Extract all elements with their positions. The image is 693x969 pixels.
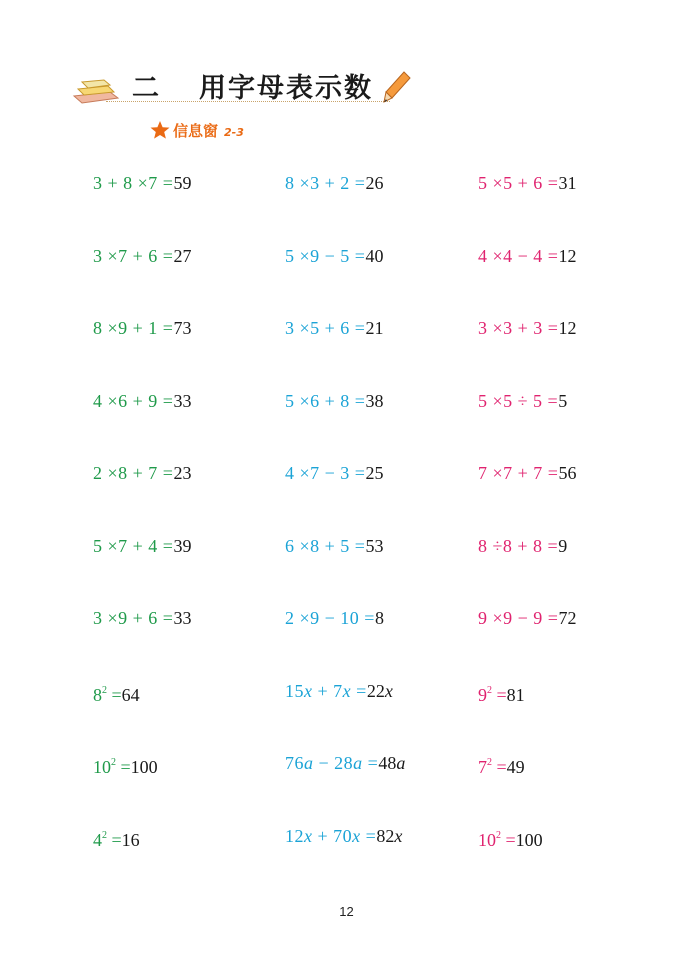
- equation-answer: 26: [365, 173, 384, 193]
- equation-answer: 100: [130, 757, 158, 777]
- equation: [478, 173, 576, 193]
- equation-expression: 2 ×9 − 10 =: [285, 608, 375, 628]
- power-exponent: 2: [102, 684, 107, 696]
- equation: [93, 753, 158, 777]
- power-exponent: 2: [487, 757, 492, 768]
- equation-answer: 16: [121, 829, 140, 850]
- equation-expression: 8 ×3 + 2 =: [285, 173, 366, 193]
- power-exponent: 2: [102, 829, 107, 841]
- equation-answer: 82x: [376, 825, 403, 846]
- equation: [93, 463, 191, 483]
- equation: [93, 173, 191, 193]
- equation: [478, 391, 567, 411]
- section-label-text: 信息窗: [173, 122, 219, 140]
- equation-answer: 100: [515, 829, 543, 850]
- equation: [285, 318, 383, 338]
- equation-answer: 48a: [378, 753, 406, 773]
- equation-expression: 3 ×7 + 6 =: [93, 245, 174, 266]
- power-base: 7: [478, 757, 487, 777]
- equation-answer: 31: [558, 173, 577, 193]
- equation: [285, 608, 384, 628]
- chapter-title-text: 用字母表示数: [199, 73, 373, 104]
- power-base: 10: [478, 829, 496, 850]
- equation: [478, 536, 567, 556]
- equation: [285, 753, 405, 773]
- equation-answer: 5: [558, 390, 568, 411]
- equation-answer: 81: [506, 684, 525, 705]
- equation-answer: 38: [365, 390, 384, 411]
- equation: [93, 826, 140, 850]
- equation-expression: 5 ×9 − 5 =: [285, 245, 366, 266]
- equation-expression: 2 ×8 + 7 =: [93, 463, 174, 483]
- equation-expression: 3 ×9 + 6 =: [93, 608, 174, 628]
- equation-expression: 5 ×6 + 8 =: [285, 390, 366, 411]
- equation: [93, 681, 140, 705]
- equation-expression: 3 + 8 ×7 =: [93, 173, 174, 193]
- equation: [93, 318, 191, 338]
- equation-expression: 6 ×8 + 5 =: [285, 535, 366, 556]
- equation-answer: 72: [558, 608, 577, 628]
- power-base: 9: [478, 684, 487, 705]
- equation: [478, 826, 543, 850]
- equation-answer: 22x: [366, 680, 393, 701]
- equation: [285, 536, 383, 556]
- equation-answer: 21: [365, 318, 384, 338]
- equation-expression: 5 ×5 + 6 =: [478, 173, 559, 193]
- equation-answer: 27: [173, 245, 192, 266]
- equation-expression: 8 ÷8 + 8 =: [478, 535, 559, 556]
- equation-answer: 39: [173, 535, 192, 556]
- equation: [93, 391, 191, 411]
- equation-expression: 3 ×5 + 6 =: [285, 318, 366, 338]
- equals-sign: =: [116, 757, 131, 777]
- equation: [285, 681, 393, 701]
- equation: [478, 681, 525, 705]
- equation-answer: 12: [558, 245, 577, 266]
- equation-answer: 56: [558, 463, 577, 483]
- equation-answer: 25: [365, 463, 384, 483]
- equation-expression: 9 ×9 − 9 =: [478, 608, 559, 628]
- equation-answer: 59: [173, 173, 192, 193]
- equation-expression: 5 ×5 ÷ 5 =: [478, 390, 559, 411]
- equation: [93, 246, 191, 266]
- equation-answer: 53: [365, 535, 384, 556]
- equation-expression: 4 ×7 − 3 =: [285, 463, 366, 483]
- equation-answer: 12: [558, 318, 577, 338]
- power-base: 8: [93, 684, 102, 705]
- equation: [285, 391, 383, 411]
- power-base: 4: [93, 829, 102, 850]
- equation: [93, 608, 191, 628]
- equation: [285, 826, 402, 846]
- equation-expression: 4 ×4 − 4 =: [478, 245, 559, 266]
- equals-sign: =: [492, 684, 507, 705]
- equation-expression: 4 ×6 + 9 =: [93, 390, 174, 411]
- equation-expression: 76a − 28a =: [285, 753, 379, 773]
- page-number: 12: [339, 904, 354, 919]
- equation: [93, 536, 191, 556]
- equals-sign: =: [107, 684, 122, 705]
- equation-answer: 40: [365, 245, 384, 266]
- equation-answer: 33: [173, 608, 192, 628]
- chapter-number: 二: [132, 73, 161, 104]
- equation-expression: 15x + 7x =: [285, 680, 367, 701]
- equation-answer: 49: [506, 757, 525, 777]
- equals-sign: =: [107, 829, 122, 850]
- equation-answer: 73: [173, 318, 192, 338]
- equation-expression: 7 ×7 + 7 =: [478, 463, 559, 483]
- equation: [478, 463, 576, 483]
- equation-expression: 3 ×3 + 3 =: [478, 318, 559, 338]
- power-exponent: 2: [487, 684, 492, 696]
- power-base: 10: [93, 757, 111, 777]
- equals-sign: =: [492, 757, 507, 777]
- equation-answer: 64: [121, 684, 140, 705]
- equation-expression: 5 ×7 + 4 =: [93, 535, 174, 556]
- equation-expression: 8 ×9 + 1 =: [93, 318, 174, 338]
- equation: [285, 173, 383, 193]
- equation: [478, 246, 576, 266]
- equation-answer: 33: [173, 390, 192, 411]
- equation-answer: 8: [374, 608, 384, 628]
- equation: [478, 318, 576, 338]
- equals-sign: =: [501, 829, 516, 850]
- power-exponent: 2: [496, 829, 501, 841]
- equation: [478, 753, 525, 777]
- equation: [478, 608, 576, 628]
- equation-answer: 23: [173, 463, 192, 483]
- power-exponent: 2: [111, 757, 116, 768]
- section-code: 2-3: [224, 126, 244, 139]
- equation-expression: 12x + 70x =: [285, 825, 377, 846]
- equation-answer: 9: [558, 535, 568, 556]
- equation: [285, 463, 383, 483]
- equation: [285, 246, 383, 266]
